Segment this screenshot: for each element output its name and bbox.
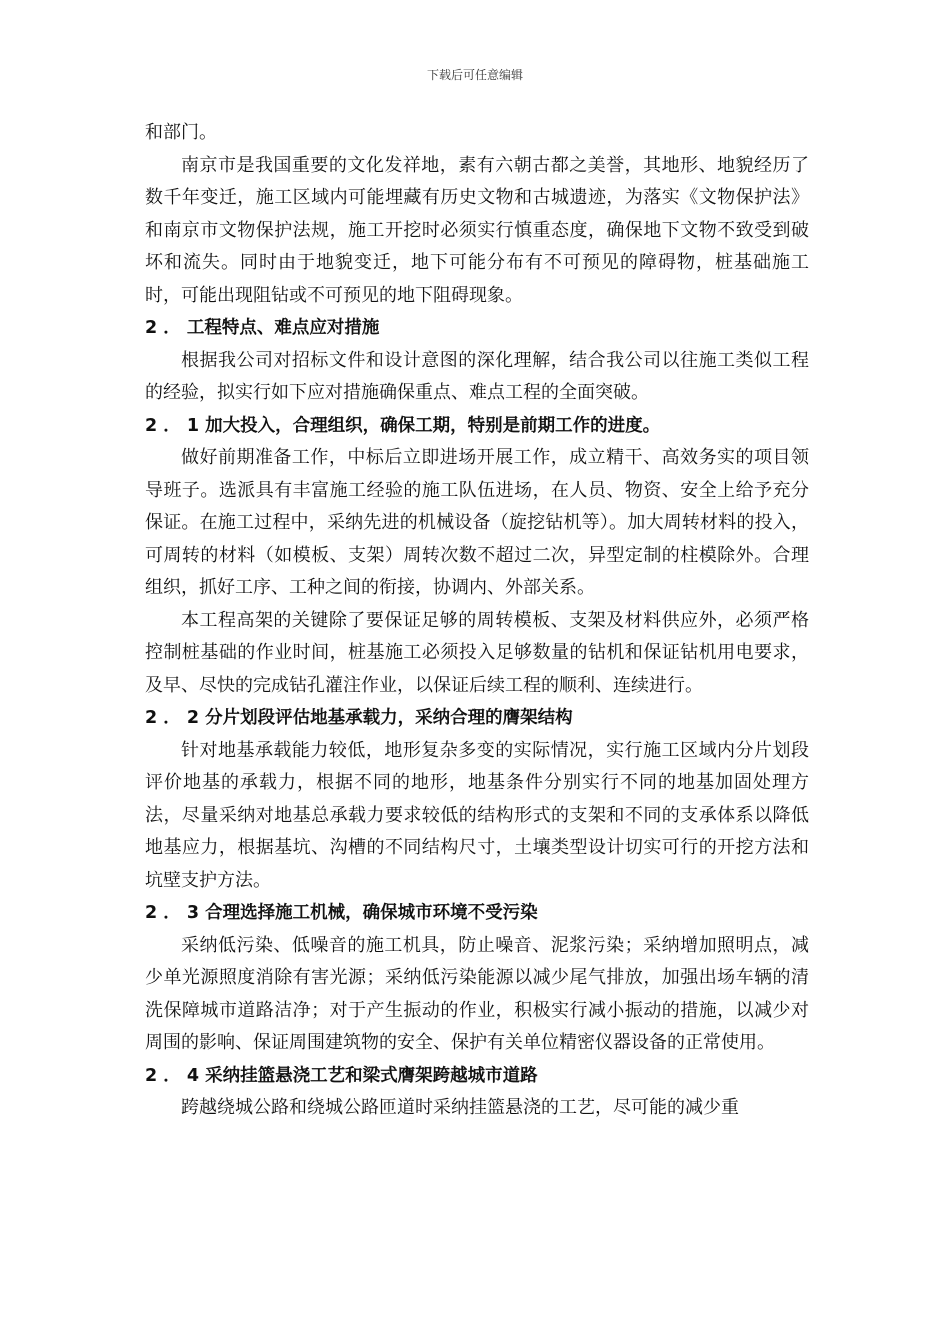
document-body	[145, 117, 809, 1125]
subsection-heading: 2 ． 4 采纳挂篮悬浇工艺和梁式膺架跨越城市道路	[145, 1065, 538, 1086]
paragraph: 跨越绕城公路和绕城公路匝道时采纳挂篮悬浇的工艺，尽可能的减少重	[181, 1097, 739, 1118]
page-header: 下载后可任意编辑	[426, 68, 523, 82]
subsection-heading: 2 ． 2 分片划段评估地基承载力，采纳合理的膺架结构	[145, 708, 573, 728]
paragraph: 根据我公司对招标文件和设计意图的深化理解，结合我公司以往施工类似工程的经验，拟实行如下应对措施确保重点、难点工程的全面突破。	[145, 349, 809, 403]
paragraph: 南京市是我国重要的文化发祥地，素有六朝古都之美誉，其地形、地貌经历了数千年变迁，施工区域内可能埋藏有历史文物和古城遗迹，为落实《文物保护法》和南京市文物保护法规，施工开挖时必须实行慎重态度，确保地下文物不致受到破坏和流失。同时由于地貌变迁，地下可能分布有不可预见的障碍物，桩基础施工时，可能出现阻钻或不可预见的地下阻碍现象。	[145, 154, 809, 306]
paragraph: 和部门。	[145, 122, 217, 143]
subsection-heading: 2 ． 1 加大投入，合理组织，确保工期，特别是前期工作的进度。	[145, 415, 661, 436]
paragraph: 本工程高架的关键除了要保证足够的周转模板、支架及材料供应外，必须严格控制桩基础的作业时间，桩基施工必须投入足够数量的钻机和保证钻机用电要求，及早、尽快的完成钻孔灌注作业，以保证后续工程的顺利、连续进行。	[145, 609, 809, 696]
paragraph: 做好前期准备工作，中标后立即进场开展工作，成立精干、高效务实的项目领导班子。选派具有丰富施工经验的施工队伍进场，在人员、物资、安全上给予充分保证。在施工过程中，采纳先进的机械设备（旋挖钻机等）。加大周转材料的投入，可周转的材料（如模板、支架）周转次数不超过二次，异型定制的柱模除外。合理组织，抓好工序、工种之间的衔接，协调内、外部关系。	[145, 447, 809, 598]
section-heading: 2 ． 工程特点、难点应对措施	[145, 318, 380, 338]
paragraph: 针对地基承载能力较低，地形复杂多变的实际情况，实行施工区域内分片划段评价地基的承载力，根据不同的地形，地基条件分别实行不同的地基加固处理方法，尽量采纳对地基总承载力要求较低的结构形式的支架和不同的支承体系以降低地基应力，根据基坑、沟槽的不同结构尺寸，土壤类型设计切实可行的开挖方法和坑壁支护方法。	[145, 739, 809, 891]
subsection-heading: 2 ． 3 合理选择施工机械，确保城市环境不受污染	[145, 903, 538, 923]
paragraph: 采纳低污染、低噪音的施工机具，防止噪音、泥浆污染；采纳增加照明点，减少单光源照度消除有害光源；采纳低污染能源以减少尾气排放，加强出场车辆的清洗保障城市道路洁净；对于产生振动的作业，积极实行减小振动的措施，以减少对周围的影响、保证周围建筑物的安全、保护有关单位精密仪器设备的正常使用。	[145, 934, 809, 1053]
